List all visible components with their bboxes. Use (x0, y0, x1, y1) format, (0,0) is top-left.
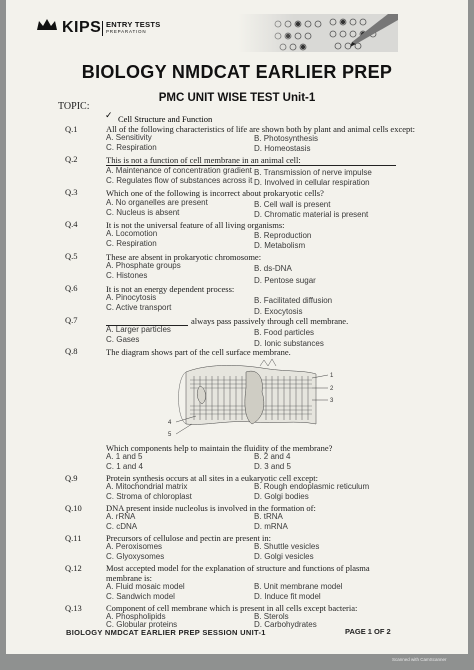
option: A. Mitochondrial matrix (106, 482, 188, 491)
question-text: Most accepted model for the explanation of structure and functions of plasma (106, 563, 370, 573)
question-number: Q.2 (65, 154, 78, 164)
option: D. Homeostasis (254, 144, 311, 153)
question-text: Which one of the following is incorrect about prokaryotic cells? (106, 188, 324, 198)
option: C. 1 and 4 (106, 462, 143, 471)
checkmark-icon: ✓ (105, 111, 113, 121)
brand-subtitle: ENTRY TESTS (106, 20, 161, 29)
option: C. Gases (106, 335, 140, 344)
option: B. Shuttle vesicles (254, 542, 320, 551)
option: C. Respiration (106, 239, 157, 248)
logo-divider (102, 21, 103, 36)
option: D. Exocytosis (254, 307, 303, 316)
question-text-continued: membrane is: (106, 573, 153, 583)
option: D. Pentose sugar (254, 276, 316, 285)
option: C. Nucleus is absent (106, 208, 180, 217)
option: D. Ionic substances (254, 339, 324, 348)
page-subtitle: PMC UNIT WISE TEST Unit-1 (158, 92, 316, 104)
document-page (6, 0, 468, 654)
option: D. Chromatic material is present (254, 210, 369, 219)
option: A. Pinocytosis (106, 293, 157, 302)
option: D. Golgi vesicles (254, 552, 314, 561)
option: D. Involved in cellular respiration (254, 178, 370, 187)
brand-tagline: PREPARATION (106, 29, 147, 34)
page-number: PAGE 1 OF 2 (345, 627, 391, 636)
option: C. Active transport (106, 303, 172, 312)
option: C. Respiration (106, 143, 157, 152)
option: C. Stroma of chloroplast (106, 492, 192, 501)
question-number: Q.9 (65, 473, 78, 483)
option: D. Induce fit model (254, 592, 321, 601)
option: A. Larger particles (106, 325, 171, 334)
question-text: It is not the universal feature of all living organisms: (106, 220, 285, 230)
question-text: These are absent in prokaryotic chromosome: (106, 252, 262, 262)
option: D. 3 and 5 (254, 462, 291, 471)
option: B. Facilitated diffusion (254, 296, 333, 305)
option: C. Globular proteins (106, 620, 178, 629)
question-text: Protein synthesis occurs at all sites in a eukaryotic cell except: (106, 473, 318, 483)
option: A. Locomotion (106, 229, 158, 238)
question-text: DNA present inside nucleolus is involved in the formation of: (106, 503, 316, 513)
option: A. rRNA (106, 512, 136, 521)
option: B. Sterols (254, 612, 289, 621)
answer-sheet-photo (238, 14, 398, 52)
footer-title: BIOLOGY NMDCAT EARLIER PREP SESSION UNIT-1 (66, 628, 266, 637)
option: B. ds-DNA (254, 264, 292, 273)
question-text: Component of cell membrane which is present in all cells except bacteria: (106, 603, 358, 613)
option: B. Photosynthesis (254, 134, 319, 143)
diagram-label-5: 5 (168, 432, 172, 438)
option: D. Metabolism (254, 241, 306, 250)
question-number: Q.7 (65, 315, 78, 325)
question-number: Q.13 (65, 603, 82, 613)
question-number: Q.8 (65, 346, 78, 356)
diagram-label-2: 2 (330, 386, 334, 392)
question-number: Q.4 (65, 219, 78, 229)
question-number: Q.10 (65, 503, 82, 513)
option: A. No organelles are present (106, 198, 208, 207)
question-text: It is not an energy dependent process: (106, 284, 235, 294)
question-number: Q.12 (65, 563, 82, 573)
diagram-label-1: 1 (330, 373, 334, 379)
brand-logo-text: KIPS (62, 19, 102, 36)
option: C. Histones (106, 271, 148, 280)
option: B. Reproduction (254, 231, 312, 240)
cell-membrane-diagram (166, 358, 336, 440)
option: C. cDNA (106, 522, 138, 531)
option: D. mRNA (254, 522, 288, 531)
option: B. Transmission of nerve impulse (254, 168, 372, 177)
option: A. Maintenance of concentration gradient (106, 166, 252, 175)
question-text: Which components help to maintain the fluidity of the membrane? (106, 443, 333, 453)
option: A. Fluid mosaic model (106, 582, 185, 591)
option: B. 2 and 4 (254, 452, 291, 461)
option: C. Glyoxysomes (106, 552, 165, 561)
question-text: This is not a function of cell membrane in an animal cell: (106, 155, 301, 165)
question-text: always pass passively through cell membrane. (191, 316, 349, 326)
option: D. Golgi bodies (254, 492, 309, 501)
diagram-label-4: 4 (168, 420, 172, 426)
option: B. tRNA (254, 512, 283, 521)
option: D. Carbohydrates (254, 620, 317, 629)
question-number: Q.6 (65, 283, 78, 293)
question-text: All of the following characteristics of life are shown both by plant and animal cells except: (106, 124, 415, 134)
diagram-label-3: 3 (330, 398, 334, 404)
option: B. Cell wall is present (254, 200, 331, 209)
question-number: Q.11 (65, 533, 82, 543)
option: A. Peroxisomes (106, 542, 163, 551)
question-text: Precursors of cellulose and pectin are present in: (106, 533, 271, 543)
option: A. Phosphate groups (106, 261, 181, 270)
question-number: Q.3 (65, 187, 78, 197)
option: C. Regulates flow of substances across it (106, 176, 253, 185)
option: B. Unit membrane model (254, 582, 343, 591)
option: C. Sandwich model (106, 592, 175, 601)
scanner-watermark: Scanned with CamScanner (392, 657, 447, 662)
question-number: Q.1 (65, 124, 78, 134)
question-number: Q.5 (65, 251, 78, 261)
option: A. Sensitivity (106, 133, 152, 142)
topic-label: TOPIC: (58, 101, 90, 112)
option: A. Phospholipids (106, 612, 166, 621)
question-text: The diagram shows part of the cell surface membrane. (106, 347, 291, 357)
option: A. 1 and 5 (106, 452, 143, 461)
option: B. Food particles (254, 328, 315, 337)
page-title: BIOLOGY NMDCAT EARLIER PREP (81, 62, 393, 82)
option: B. Rough endoplasmic reticulum (254, 482, 370, 491)
topic-value: Cell Structure and Function (118, 114, 213, 124)
kips-crown-logo-icon (36, 18, 58, 32)
